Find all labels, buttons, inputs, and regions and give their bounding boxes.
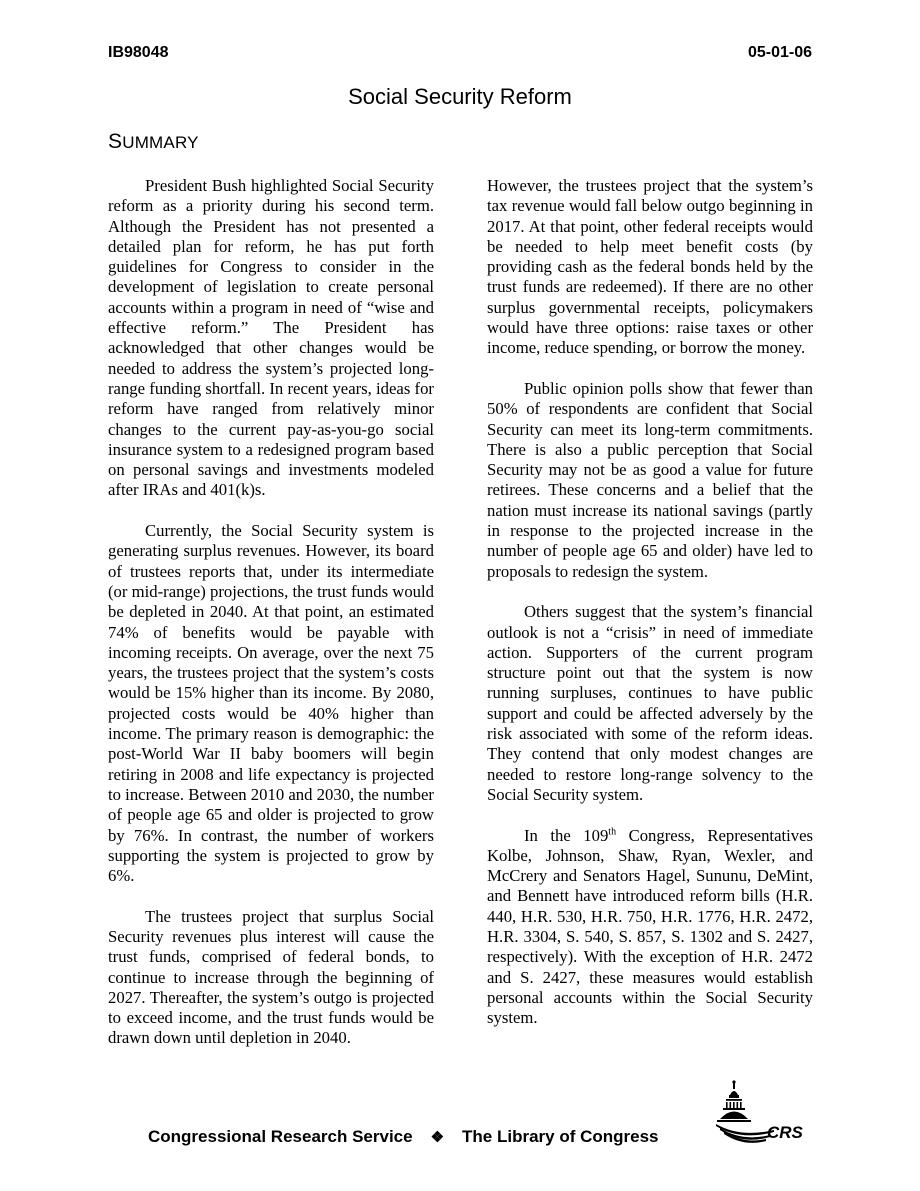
summary-heading-rest: UMMARY xyxy=(122,133,199,152)
paragraph-reform-overview: President Bush highlighted Social Security reform as a priority during his second term. Although the President has not presented a detailed plan for reform, he has put forth guidelines for Congress to consider in the development of legislation to create personal accounts within a program in need of “wise and effective reform.” The President has acknowledged that other changes would be needed to address the system’s projected long-range funding shortfall. In recent years, ideas for reform have ranged from relatively minor changes to the current pay-as-you-go social insurance system to a redesigned program based on personal savings and investments modeled after IRAs and 401(k)s. xyxy=(108,176,434,500)
document-date: 05-01-06 xyxy=(747,44,812,61)
page-title: Social Security Reform xyxy=(348,84,572,109)
right-column xyxy=(487,176,813,1049)
footer-crs-name: Congressional Research Service xyxy=(148,1127,413,1146)
paragraph-109th-congress xyxy=(487,826,813,1029)
paragraph-continuation: However, the trustees project that the system’s tax revenue would fall below outgo beginning in 2017. At that point, other federal receipts would be needed to help meet benefit costs (by providing cash as the federal bonds held by the trust funds are redeemed). If there are no other surplus governmental receipts, policymakers would have three options: raise taxes or other income, reduce spending, or borrow the money. xyxy=(487,176,813,358)
document-id: IB98048 xyxy=(108,44,169,61)
paragraph-surplus-revenues: Currently, the Social Security system is generating surplus revenues. However, its board of trustees reports that, under its intermediate (or mid-range) projections, the trust funds would be depleted in 2040. At that point, an estimated 74% of benefits would be payable with incoming receipts. On average, over the next 75 years, the trustees project that the system’s costs would be 15% higher than its income. By 2080, projected costs would be 40% higher than income. The primary reason is demographic: the post-World War II baby boomers will begin retiring in 2008 and life expectancy is projected to increase. Between 2010 and 2030, the number of people age 65 and older is projected to grow by 76%. In contrast, the number of workers supporting the system is projected to grow by 6%. xyxy=(108,521,434,886)
paragraph-109th-rest: Congress, Representatives Kolbe, Johnson, Shaw, Ryan, Wexler, and McCrery and Senators Hagel, Sununu, DeMint, and Bennett have introduced reform bills (H.R. 440, H.R. 530, H.R. 750, H.R. 1776, H.R. 2472, H.R. 3304, S. 540, S. 857, S. 1302 and S. 2427, respectively). With the exception of H.R. 2472 and S. 2427, these measures would establish personal accounts within the Social Security system. xyxy=(487,825,813,1028)
ordinal-superscript: th xyxy=(608,825,617,837)
crs-logo-text: CRS xyxy=(767,1123,803,1142)
paragraph-others-suggest: Others suggest that the system’s financial outlook is not a “crisis” in need of immediate action. Supporters of the current program structure point out that the system is now running surpluses, continues to have public support and could be affected adversely by the risk associated with some of the reform ideas. They contend that only modest changes are needed to restore long-range solvency to the Social Security system. xyxy=(487,602,813,804)
crs-capitol-logo-icon xyxy=(712,1080,812,1146)
summary-heading-initial: S xyxy=(108,130,123,153)
left-column xyxy=(108,176,434,1069)
paragraph-109th-start: In the 109 xyxy=(524,825,609,845)
footer xyxy=(148,1127,659,1147)
paragraph-public-opinion: Public opinion polls show that fewer than 50% of respondents are confident that Social Security can meet its long-term commitments. There is also a public perception that Social Security may not be as good a value for future retirees. These concerns and a belief that the nation must increase its national savings (partly in response to the projected increase in the number of people age 65 and older) have led to proposals to redesign the system. xyxy=(487,378,813,581)
footer-library-name: The Library of Congress xyxy=(462,1127,659,1146)
paragraph-trust-funds: The trustees project that surplus Social Security revenues plus interest will cause the trust funds, comprised of federal bonds, to continue to increase through the beginning of 2027. Thereafter, the system’s outgo is projected to exceed income, and the trust funds would be drawn down until depletion in 2040. xyxy=(108,906,434,1048)
summary-heading xyxy=(108,130,199,154)
footer-separator: ❖ xyxy=(430,1129,445,1146)
